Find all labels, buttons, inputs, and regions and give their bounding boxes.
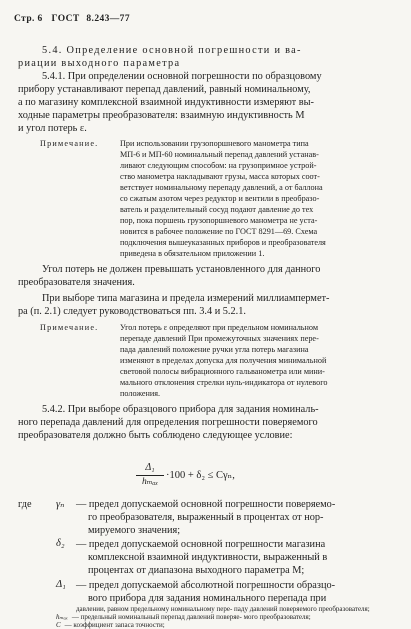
selection-paragraph: При выборе типа магазина и предела измерений миллиампермет- ра (п. 2.1) следует руководствоваться пп. 3.4 и 5.2.1.	[18, 293, 330, 317]
note-2-label: Примечание.	[40, 323, 99, 332]
def-text-gamma: — предел допускаемой основной погрешности поверяемо- го преобразователя, выраженный в процентах от нор- мируемого значения;	[76, 499, 336, 536]
def-symbol-delta2: δ₂	[56, 538, 65, 549]
definition-row	[76, 605, 397, 613]
def-text-delta2: — предел допускаемой основной погрешности магазина комплексной взаимной индуктивности, выраженный в процентах от диапазона выходного параметра M;	[76, 539, 328, 576]
section-5-4-heading: 5.4. Определение основной погрешности и ва- риации выходного параметра	[18, 45, 302, 69]
definitions-where: где	[18, 499, 32, 510]
def-text-delta1-tail: давлении, равном предельному номинальному пере- паду давлений поверяемого преобразователя;	[76, 605, 370, 613]
def-symbol-delta1: Δ₁	[56, 579, 66, 590]
definition-row	[56, 613, 397, 621]
definition-row	[56, 621, 397, 629]
section-5-4-1: 5.4.1. При определении основной погрешности по образцовому прибору устанавливают перепад давлений, равный номинальному, а по магазину комплексной взаимной индуктивности измеряют вы- ходные параметры преобразователя: взаимную индуктивность M и угол потерь ε.	[18, 71, 322, 134]
note-1-label: Примечание.	[40, 139, 99, 148]
page-number: Стр. 6	[14, 14, 43, 24]
formula-numerator: Δ₁	[136, 462, 164, 476]
formula-denominator: hₘₐₓ	[141, 477, 159, 487]
def-text-c: — коэффициент запаса точности;	[64, 621, 165, 629]
gost-number: 8.243—77	[86, 14, 130, 24]
definition-symbol: C	[56, 621, 61, 629]
definition-symbol: hₘₐₓ	[56, 613, 68, 621]
loss-angle-paragraph: Угол потерь не должен превышать установленного для данного преобразователя значения.	[18, 264, 321, 288]
gost-label: ГОСТ	[51, 14, 80, 24]
formula-tail: ·100 + δ₂ ≤ Cγₙ,	[166, 470, 235, 481]
page-header	[14, 14, 136, 24]
note-2-text: Угол потерь ε определяют при предельном номинальном перепаде давлений При промежуточных значениях пере- пада давлений положение ручки угла потерь магазина изменяют в пределах допуска для получения минимальной световой полосы вибрационного гальванометра или мини- мального отклонения стрелки нуль-индикатора от нулевого положения.	[120, 323, 328, 398]
def-symbol-gamma: γₙ	[56, 499, 65, 510]
accuracy-condition-formula	[0, 460, 411, 490]
formula-fraction	[136, 462, 164, 488]
def-text-hmax: — предельный номинальный перепад давлений поверяе- мого преобразователя;	[71, 613, 311, 621]
note-1-text: При использовании грузопоршневого манометра типа МП-6 и МП-60 номинальный перепад давлений устанав- ливают следующим способом: на грузопримное устрой- ство манометра накладывают грузы, масса которых соот- ветствует номинальному перепаду давлений, а от баллона со сжатым азотом через редуктор и вентили в преобразо- ватель и разделительный сосуд подают давление до тех пор, пока поршень грузопоршневого манометра не уста- новится в рабочее положение по ГОСТ 8291—69. Схема подключения вышеуказанных приборов и преобразователя приведена в обязательном приложении 1.	[120, 139, 326, 258]
section-5-4-2: 5.4.2. При выборе образцового прибора для задания номиналь- ного перепада давлений для определения погрешности поверяемого преобразователя должно быть соблюдено следующее условие:	[18, 404, 319, 441]
def-text-delta1: — предел допускаемой абсолютной погрешности образцо- вого прибора для задания номинального перепада при	[76, 580, 336, 604]
